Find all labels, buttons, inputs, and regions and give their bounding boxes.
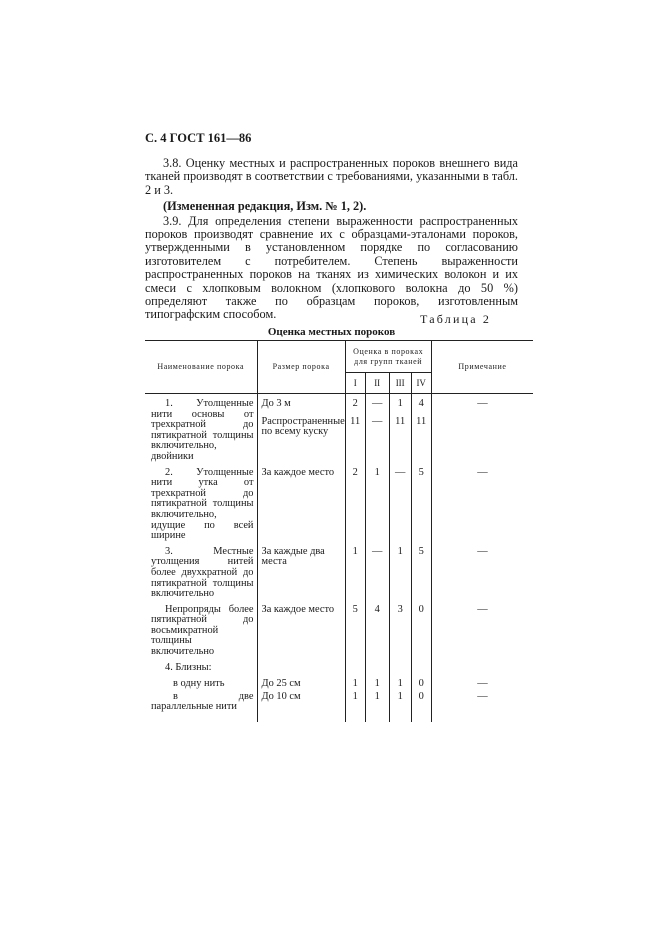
row-name: в две параллельные нити <box>151 690 254 713</box>
score-iv: 0 <box>411 605 431 658</box>
score-iii: 1 <box>389 399 411 417</box>
table-row <box>145 692 533 722</box>
row-size: За каждые два места <box>257 547 345 600</box>
group-header-iv: IV <box>411 373 431 394</box>
body-text <box>145 157 518 322</box>
row-name: 3. Местные утолщения нитей более двухкратной до пятикратной толщины включительно <box>151 545 254 600</box>
row-note: — <box>477 603 488 615</box>
row-size: За каждое место <box>257 468 345 542</box>
row-size: До 10 см <box>257 692 345 722</box>
group-header-i: I <box>345 373 365 394</box>
score-i: 11 <box>345 417 365 463</box>
table-row <box>145 399 533 417</box>
score-iv: 0 <box>411 679 431 692</box>
score-ii: — <box>365 399 389 417</box>
table-row <box>145 468 533 542</box>
row-size: За каждое место <box>257 605 345 658</box>
score-i: 5 <box>345 605 365 658</box>
row-size: До 3 м <box>257 399 345 417</box>
row-note: — <box>477 677 488 689</box>
group-header-iii: III <box>389 373 411 394</box>
score-ii: 1 <box>365 679 389 692</box>
row-note: — <box>477 466 488 478</box>
paragraph-3-9: 3.9. Для определения степени выраженности распространенных пороков производят сравнение их с образцами-эталонами пороков, утвержденными в установленном порядке по согласованию изготовителем с потребителем. Степень выраженности распространенных пороков на тканях из химических волокон и их смеси с хлопковым волокном (хлопкового волокна до 50 %) определяют также по образцам пороков, изготовленным типографским способом. <box>145 213 518 322</box>
amendment-note: (Измененная редакция, Изм. № 1, 2). <box>163 199 367 214</box>
score-iii: — <box>389 468 411 542</box>
row-name: в одну нить <box>173 677 225 689</box>
table-row <box>145 605 533 658</box>
score-i: 1 <box>345 547 365 600</box>
row-note: — <box>477 398 488 409</box>
header-note: Примечание <box>431 341 533 394</box>
score-ii: — <box>365 417 389 463</box>
score-ii: 1 <box>365 468 389 542</box>
row-name: Непропряды более пятикратной до восьмикратной толщины включительно <box>151 603 254 658</box>
score-ii: — <box>365 547 389 600</box>
score-iv: 4 <box>411 399 431 417</box>
score-iii: 1 <box>389 547 411 600</box>
paragraph-3-8: 3.8. Оценку местных и распространенных пороков внешнего вида тканей производят в соответствии с требованиями, указанными в табл. 2 и 3. <box>145 156 518 197</box>
score-ii: 1 <box>365 692 389 722</box>
header-score-group: Оценка в пороках для групп тканей <box>345 341 431 373</box>
score-i: 1 <box>345 692 365 722</box>
score-iv: 5 <box>411 547 431 600</box>
row-note: — <box>477 545 488 557</box>
table-number: Таблица 2 <box>420 312 492 326</box>
score-iv: 11 <box>411 417 431 463</box>
row-name: 1. Утолщенные нити основы от трехкратной до пятикратной толщины включительно, двойники <box>151 398 254 462</box>
page-header: С. 4 ГОСТ 161—86 <box>145 131 252 145</box>
table-row <box>145 663 533 679</box>
table-row <box>145 679 533 692</box>
score-iv: 0 <box>411 692 431 722</box>
header-size: Размер порока <box>257 341 345 394</box>
table-row <box>145 547 533 600</box>
score-i: 1 <box>345 679 365 692</box>
score-i: 2 <box>345 468 365 542</box>
score-iii: 1 <box>389 692 411 722</box>
score-ii: 4 <box>365 605 389 658</box>
score-i: 2 <box>345 399 365 417</box>
group-header-ii: II <box>365 373 389 394</box>
table-title: Оценка местных пороков <box>267 326 396 338</box>
row-size: Распространенные по всему куску <box>257 417 345 463</box>
score-iii: 1 <box>389 679 411 692</box>
defects-table <box>145 340 533 722</box>
score-iii: 3 <box>389 605 411 658</box>
row-name: 4. Близны: <box>165 661 212 673</box>
score-iii: 11 <box>389 417 411 463</box>
row-note: — <box>477 690 488 702</box>
score-iv: 5 <box>411 468 431 542</box>
header-name: Наименование порока <box>145 341 257 394</box>
row-size: До 25 см <box>257 679 345 692</box>
row-name: 2. Утолщенные нити утка от трехкратной до пятикратной толщины включительно, идущие по всей ширине <box>151 466 254 542</box>
